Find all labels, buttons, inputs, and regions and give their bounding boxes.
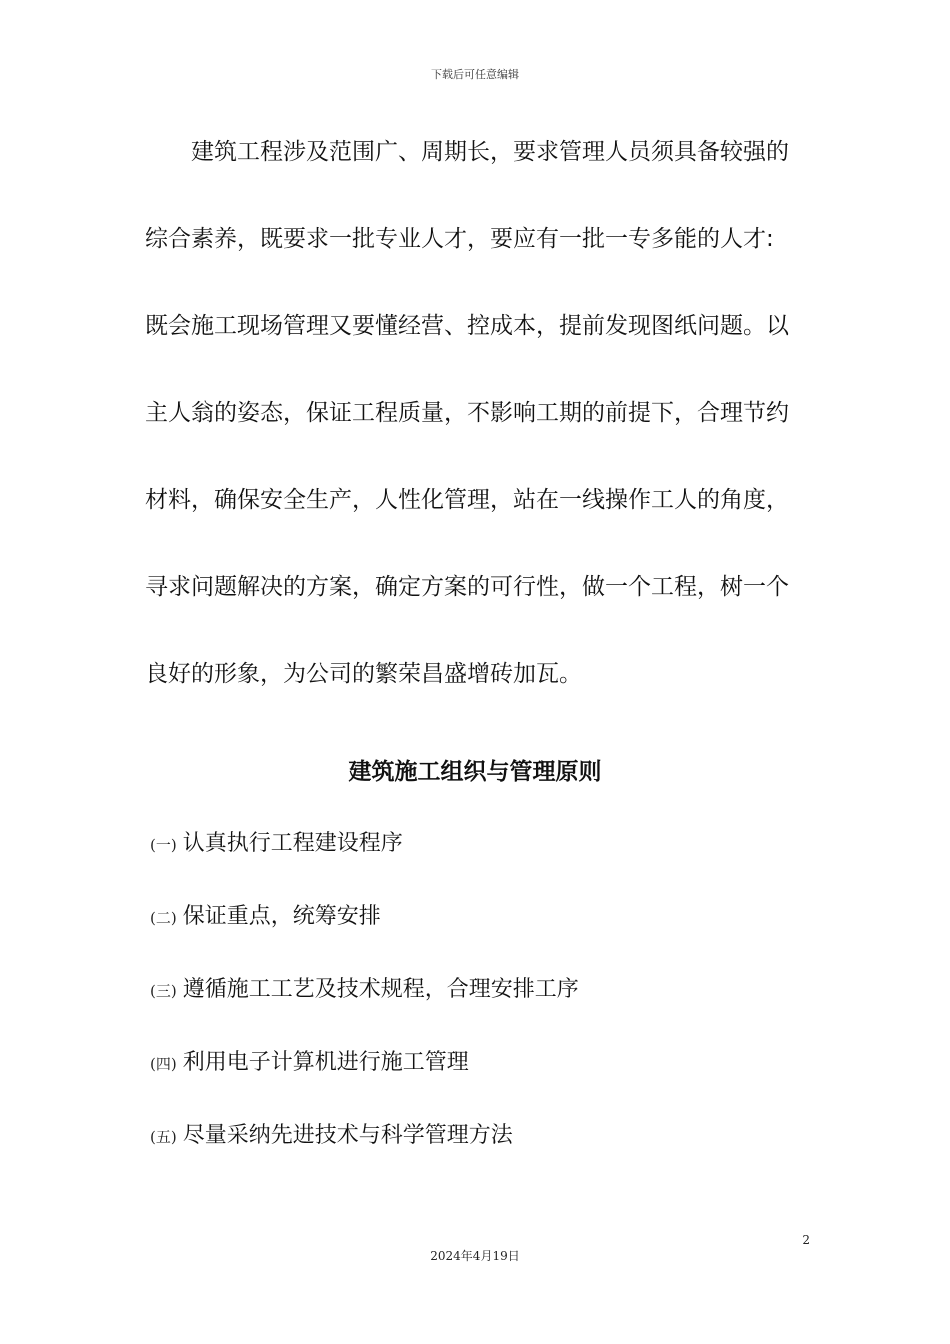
- body-paragraph: [145, 130, 807, 739]
- principles-list: [150, 824, 800, 1189]
- list-item-text: 利用电子计算机进行施工管理: [182, 1050, 469, 1075]
- list-item: [150, 897, 800, 970]
- page-number: 2: [802, 1233, 810, 1247]
- list-item-text: 尽量采纳先进技术与科学管理方法: [182, 1123, 513, 1148]
- paragraph-line-2: 综合素养，既要求一批专业人才，要应有一批一专多能的人才:: [145, 226, 774, 252]
- list-item-text: 认真执行工程建设程序: [182, 831, 403, 856]
- list-item-number: (三): [150, 982, 177, 1000]
- list-item-number: (五): [150, 1128, 177, 1146]
- list-item: [150, 824, 800, 897]
- paragraph-line-7: 良好的形象，为公司的繁荣昌盛增砖加瓦。: [145, 661, 582, 687]
- list-item: [150, 970, 800, 1043]
- page-footer-date: 2024年4月19日: [430, 1249, 520, 1263]
- list-item-number: (一): [150, 836, 177, 854]
- paragraph-line-6: 寻求问题解决的方案，确定方案的可行性，做一个工程，树一个: [145, 574, 789, 600]
- list-item: [150, 1116, 800, 1189]
- section-title: 建筑施工组织与管理原则: [348, 759, 602, 785]
- list-item-text: 保证重点，统筹安排: [182, 904, 381, 929]
- paragraph-line-4: 主人翁的姿态，保证工程质量，不影响工期的前提下，合理节约: [145, 400, 789, 426]
- list-item-text: 遵循施工工艺及技术规程，合理安排工序: [182, 977, 579, 1002]
- paragraph-line-1: 建筑工程涉及范围广、周期长，要求管理人员须具备较强的: [191, 139, 789, 165]
- page-header: 下载后可任意编辑: [431, 68, 519, 81]
- list-item-number: (二): [150, 909, 177, 927]
- paragraph-line-5: 材料，确保安全生产，人性化管理，站在一线操作工人的角度，: [145, 487, 789, 513]
- paragraph-line-3: 既会施工现场管理又要懂经营、控成本，提前发现图纸问题。以: [145, 313, 789, 339]
- list-item-number: (四): [150, 1055, 177, 1073]
- list-item: [150, 1043, 800, 1116]
